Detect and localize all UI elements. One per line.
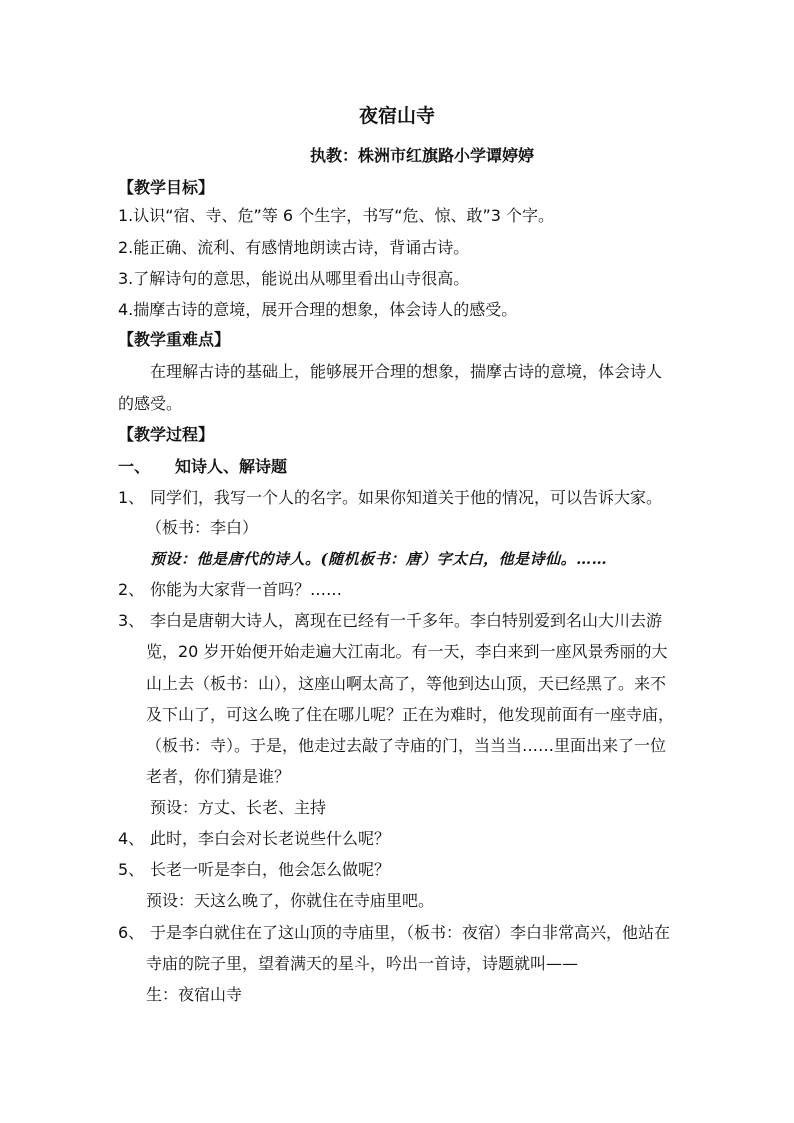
item-line: 山上去（板书：山），这座山啊太高了，等他到达山顶，天已经黑了。来不 bbox=[146, 674, 667, 693]
preset-line: 预设：他是唐代的诗人。(随机板书：唐）字太白，他是诗仙。…… bbox=[150, 550, 608, 568]
item-line: （板书：李白） bbox=[146, 518, 259, 537]
preset-line: 预设：方丈、长老、主持 bbox=[150, 798, 327, 817]
item-line: 长老一听是李白，他会怎么做呢？ bbox=[150, 860, 391, 879]
goal-item: 2.能正确、流利、有感情地朗读古诗，背诵古诗。 bbox=[118, 238, 470, 257]
item-line: 览，20 岁开始便开始走遍大江南北。有一天，李白来到一座风景秀丽的大 bbox=[146, 642, 668, 661]
section-title: 知诗人、解诗题 bbox=[175, 457, 288, 476]
item-number: 3、 bbox=[118, 611, 145, 630]
process-heading: 【教学过程】 bbox=[118, 425, 215, 444]
item-line: 于是李白就住在了这山顶的寺庙里，（板书：夜宿）李白非常高兴，他站在 bbox=[150, 923, 671, 942]
goal-item: 3.了解诗句的意思，能说出从哪里看出山寺很高。 bbox=[118, 269, 470, 288]
goal-item: 4.揣摩古诗的意境，展开合理的想象，体会诗人的感受。 bbox=[118, 300, 518, 319]
document-title: 夜宿山寺 bbox=[358, 105, 435, 127]
goal-item: 1.认识“宿、寺、危”等 6 个生字，书写“危、惊、敢”3 个字。 bbox=[118, 206, 555, 225]
item-line: 此时，李白会对长老说些什么呢？ bbox=[150, 829, 391, 848]
item-line: 你能为大家背一首吗？…… bbox=[150, 580, 343, 599]
item-number: 6、 bbox=[118, 923, 145, 942]
item-line: 同学们，我写一个人的名字。如果你知道关于他的情况，可以告诉大家。 bbox=[150, 488, 663, 507]
item-line: 及下山了，可这么晚了住在哪儿呢？正在为难时，他发现前面有一座寺庙， bbox=[146, 705, 675, 724]
item-number: 1、 bbox=[118, 488, 145, 507]
item-number: 5、 bbox=[118, 860, 145, 879]
preset-line: 预设：天这么晚了，你就住在寺庙里吧。 bbox=[146, 891, 435, 910]
item-line: 寺庙的院子里，望着满天的星斗，吟出一首诗，诗题就叫—— bbox=[146, 954, 579, 973]
item-line: 李白是唐朝大诗人，离现在已经有一千多年。李白特别爱到名山大川去游 bbox=[150, 611, 663, 630]
section-number: 一、 bbox=[118, 457, 151, 476]
item-number: 2、 bbox=[118, 580, 145, 599]
item-number: 4、 bbox=[118, 829, 145, 848]
key-line: 的感受。 bbox=[118, 394, 183, 413]
key-line: 在理解古诗的基础上，能够展开合理的想象，揣摩古诗的意境，体会诗人 bbox=[150, 362, 663, 381]
item-line: （板书：寺）。于是，他走过去敲了寺庙的门，当当当……里面出来了一位 bbox=[146, 736, 667, 755]
item-line: 老者，你们猜是谁？ bbox=[146, 767, 291, 786]
key-heading: 【教学重难点】 bbox=[118, 330, 231, 349]
student-line: 生：夜宿山寺 bbox=[146, 985, 243, 1004]
author-line: 执教：株洲市红旗路小学谭婷婷 bbox=[310, 146, 535, 165]
goals-heading: 【教学目标】 bbox=[118, 178, 215, 197]
